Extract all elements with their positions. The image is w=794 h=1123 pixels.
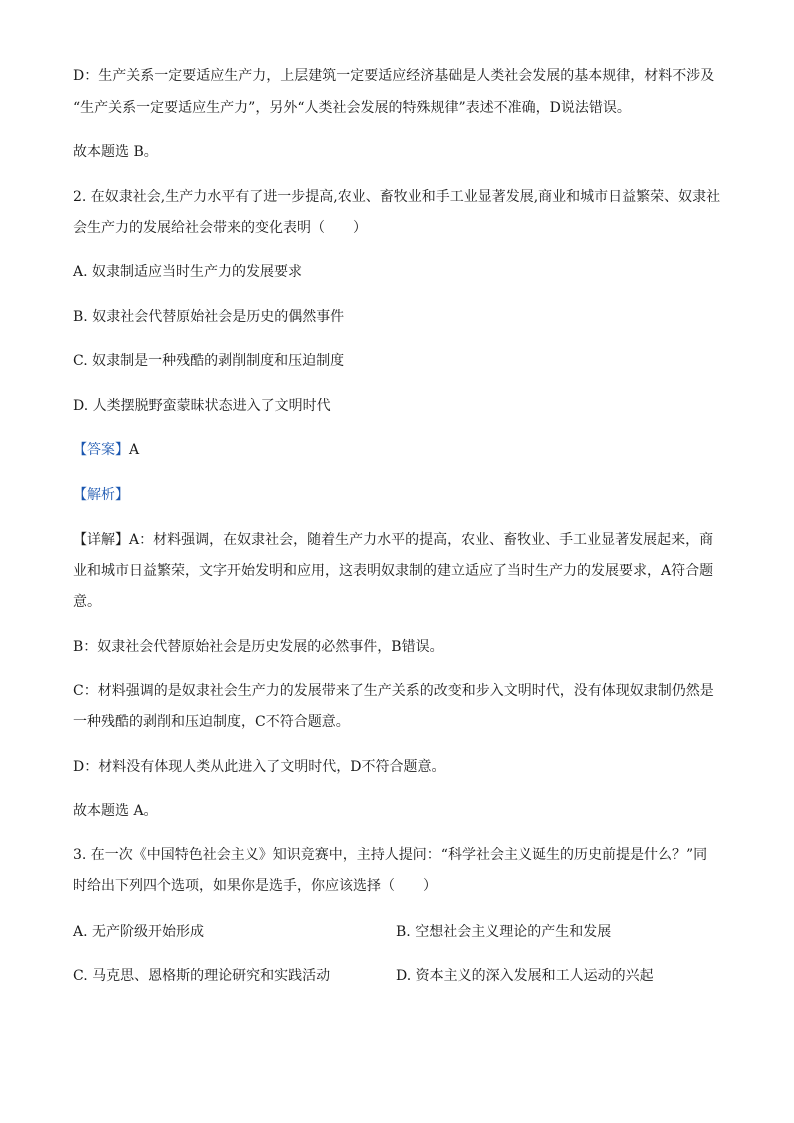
q2-d-line: D：材料没有体现人类从此进入了文明时代，D不符合题意。 [73,759,446,775]
q2-option-b: B. 奴隶社会代替原始社会是历史的偶然事件 [73,309,345,325]
q2-c-line2: 一种残酷的剥削和压迫制度，C不符合题意。 [73,714,350,730]
detail-text-1: A：材料强调，在奴隶社会，随着生产力水平的提高，农业、畜牧业、手工业显著发展起来，商 [129,532,714,548]
q2-detail-line1 [73,530,713,550]
q2-c-line1: C：材料强调的是奴隶社会生产力的发展带来了生产关系的改变和步入文明时代，没有体现奴隶制仍然是 [73,683,714,699]
q2-answer [73,440,139,460]
q2-analysis-heading [73,485,129,505]
q3-option-d: D. 资本主义的深入发展和工人运动的兴起 [396,968,654,984]
detail-tag: 【详解】 [73,532,129,548]
q2-option-d: D. 人类摆脱野蛮蒙昧状态进入了文明时代 [73,398,331,414]
analysis-tag: 【解析】 [73,487,129,503]
q2-b-line: B：奴隶社会代替原始社会是历史发展的必然事件，B错误。 [73,639,444,655]
q3-option-a: A. 无产阶级开始形成 [73,924,205,940]
prev-d-line1: D：生产关系一定要适应生产力，上层建筑一定要适应经济基础是人类社会发展的基本规律，材料不涉及 [73,68,715,84]
answer-tag: 【答案】 [73,442,129,458]
q3-stem-line2: 时给出下列四个选项，如果你是选手，你应该选择（ ） [73,878,437,894]
q2-option-a: A. 奴隶制适应当时生产力的发展要求 [73,264,303,280]
q3-stem-line1: 3. 在一次《中国特色社会主义》知识竞赛中，主持人提问：“科学社会主义诞生的历史前提是什么？”同 [73,847,708,863]
prev-d-line2: “生产关系一定要适应生产力”，另外“人类社会发展的特殊规律”表述不准确，D说法错误。 [73,100,631,116]
q3-option-b: B. 空想社会主义理论的产生和发展 [396,924,612,940]
answer-value: A [129,442,140,458]
q2-conclusion: 故本题选 A。 [73,803,158,819]
q2-stem-line1: 2. 在奴隶社会,生产力水平有了进一步提高,农业、畜牧业和手工业显著发展,商业和城市日益繁荣、奴隶社 [73,189,721,205]
q3-option-c: C. 马克思、恩格斯的理论研究和实践活动 [73,968,331,984]
q2-option-c: C. 奴隶制是一种残酷的剥削制度和压迫制度 [73,353,345,369]
q2-detail-line2: 业和城市日益繁荣，文字开始发明和应用，这表明奴隶制的建立适应了当时生产力的发展要求，A符合题 [73,563,714,579]
q2-stem-line2: 会生产力的发展给社会带来的变化表明（ ） [73,220,367,236]
q2-detail-line3: 意。 [73,594,101,610]
prev-conclusion: 故本题选 B。 [73,144,158,160]
